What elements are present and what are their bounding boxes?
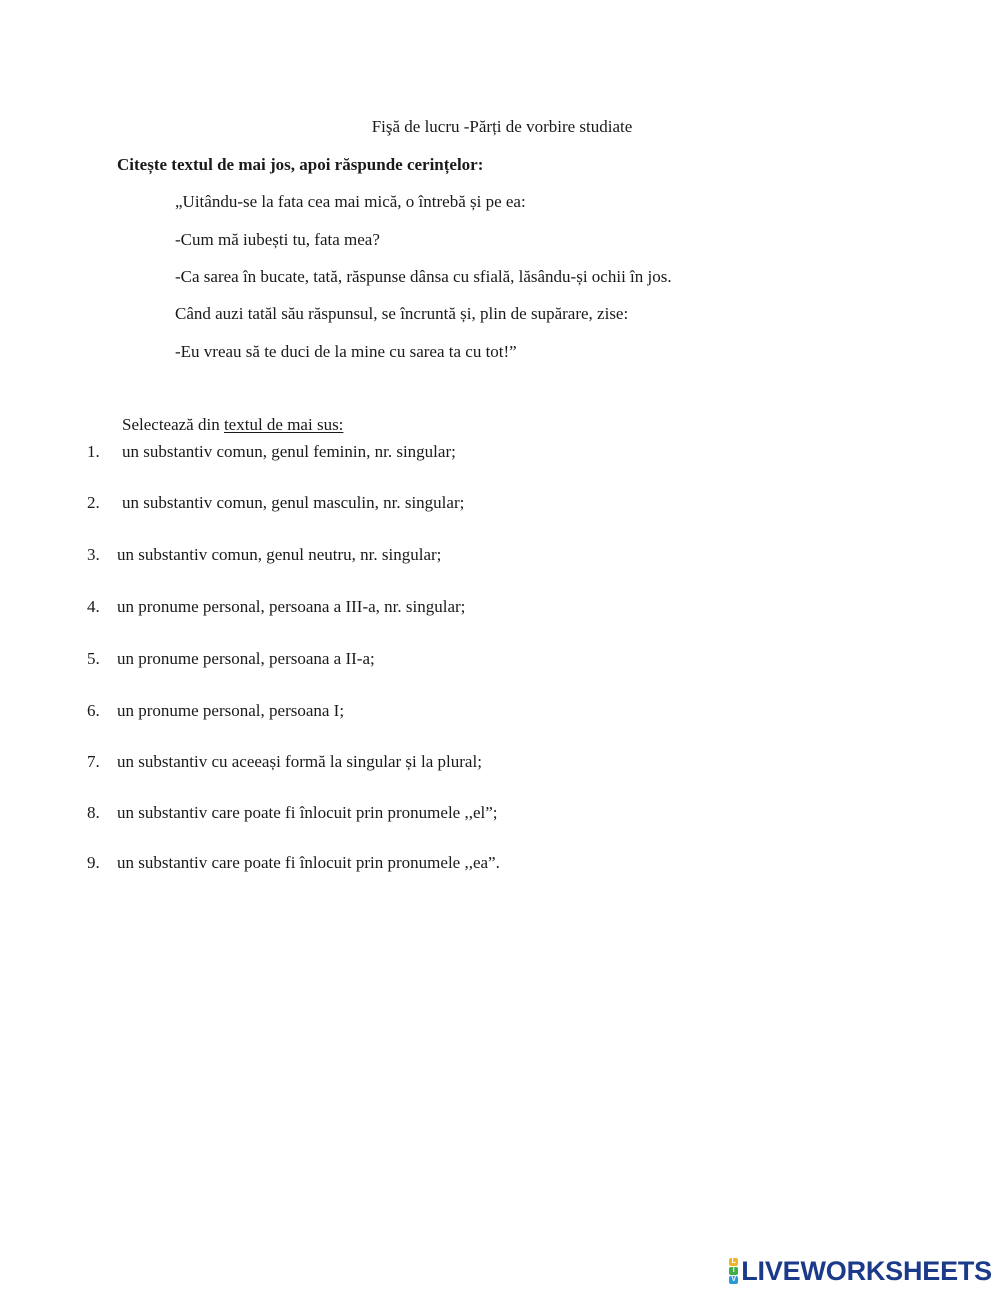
- item-number: 3.: [87, 545, 100, 564]
- list-item: un pronume personal, persoana I;: [117, 701, 345, 720]
- instruction: Citește textul de mai jos, apoi răspunde cerințelor:: [117, 155, 484, 174]
- list-item: un substantiv cu aceeași formă la singular și la plural;: [117, 752, 482, 771]
- list-item: un pronume personal, persoana a II-a;: [117, 649, 375, 668]
- item-number: 4.: [87, 597, 100, 616]
- item-number: 5.: [87, 649, 100, 668]
- passage-line: -Eu vreau să te duci de la mine cu sarea ta cu tot!”: [175, 342, 517, 361]
- logo-letter: I: [729, 1267, 738, 1275]
- list-item: un substantiv comun, genul masculin, nr. singular;: [122, 493, 465, 512]
- passage-line: -Cum mă iubești tu, fata mea?: [175, 230, 380, 249]
- list-item: un pronume personal, persoana a III-a, nr. singular;: [117, 597, 466, 616]
- item-number: 6.: [87, 701, 100, 720]
- list-item: un substantiv care poate fi înlocuit prin pronumele ,,ea”.: [117, 853, 500, 872]
- passage-line: „Uitându-se la fata cea mai mică, o întrebă și pe ea:: [175, 192, 526, 211]
- select-underlined-text: textul de mai sus:: [223, 415, 344, 434]
- liveworksheets-logo: [729, 1254, 992, 1288]
- list-item: un substantiv care poate fi înlocuit prin pronumele ,,el”;: [117, 803, 498, 822]
- list-item: un substantiv comun, genul feminin, nr. singular;: [122, 442, 456, 461]
- worksheet-title: Fişă de lucru -Părți de vorbire studiate: [371, 117, 633, 136]
- liveworksheets-logo-icon: [729, 1258, 738, 1284]
- item-number: 1.: [87, 442, 100, 461]
- item-number: 7.: [87, 752, 100, 771]
- logo-letter: V: [729, 1276, 738, 1284]
- select-prefix: Selectează din: [122, 415, 220, 434]
- item-number: 9.: [87, 853, 100, 872]
- passage-line: Când auzi tatăl său răspunsul, se încruntă și, plin de supărare, zise:: [175, 304, 629, 323]
- logo-letter: L: [729, 1258, 738, 1266]
- list-item: un substantiv comun, genul neutru, nr. singular;: [117, 545, 442, 564]
- item-number: 8.: [87, 803, 100, 822]
- item-number: 2.: [87, 493, 100, 512]
- select-instruction: [122, 415, 343, 435]
- logo-text: LIVEWORKSHEETS: [741, 1255, 992, 1286]
- passage-line: -Ca sarea în bucate, tată, răspunse dânsa cu sfială, lăsându-și ochii în jos.: [175, 267, 672, 286]
